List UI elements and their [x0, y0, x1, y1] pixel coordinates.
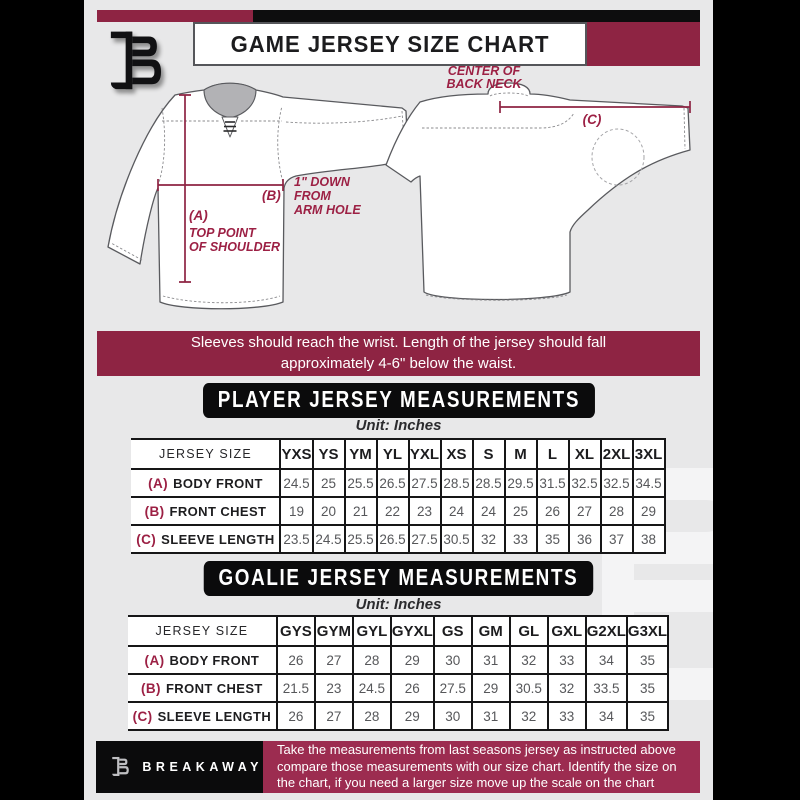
measurement-cell: 22 [377, 497, 409, 525]
measurement-cell: 28 [353, 702, 391, 730]
measure-label: BODY FRONT [169, 652, 260, 668]
measurement-cell: 21.5 [277, 674, 315, 702]
measurement-cell: 24 [441, 497, 473, 525]
measurement-cell: 33 [505, 525, 537, 553]
measurement-cell: 31.5 [537, 469, 569, 497]
measurement-cell: 24.5 [353, 674, 391, 702]
label-c: (C) [582, 112, 602, 127]
measurement-cell: 23 [409, 497, 441, 525]
instruction-banner [97, 331, 700, 376]
measurement-cell: 29 [391, 702, 434, 730]
goalie-section-heading: GOALIE JERSEY MEASUREMENTS [204, 561, 593, 596]
measurement-cell: 24 [473, 497, 505, 525]
size-column-header: GYS [277, 616, 315, 646]
measurement-cell: 27.5 [434, 674, 472, 702]
measurement-cell: 31 [472, 702, 510, 730]
player-unit-label: Unit: Inches [355, 417, 442, 434]
measure-label: FRONT CHEST [165, 680, 263, 696]
measurement-cell: 25.5 [345, 525, 377, 553]
label-armhole-2: FROM [294, 189, 331, 203]
measurement-cell: 29 [472, 674, 510, 702]
table-row [128, 674, 668, 702]
measurement-cell: 21 [345, 497, 377, 525]
measurement-cell: 29 [391, 646, 434, 674]
measurement-cell: 35 [627, 646, 668, 674]
measure-key: (B) [144, 503, 165, 519]
size-column-header: 3XL [633, 439, 665, 469]
instruction-banner-text: Sleeves should reach the wrist. Length of the jersey should fall approximately 4-6" below the waist. [190, 333, 607, 372]
measurement-cell: 35 [627, 674, 668, 702]
top-accent-black [253, 10, 700, 22]
measurement-cell: 24.5 [313, 525, 345, 553]
page-title-box [193, 22, 587, 66]
size-column-header: L [537, 439, 569, 469]
size-column-header: XS [441, 439, 473, 469]
goalie-unit-label: Unit: Inches [355, 596, 442, 613]
label-armhole-3: ARM HOLE [294, 203, 361, 217]
measure-label: BODY FRONT [173, 475, 263, 491]
measurement-cell: 34.5 [633, 469, 665, 497]
front-jersey-diagram [108, 83, 408, 309]
size-column-header: 2XL [601, 439, 633, 469]
size-column-header: S [473, 439, 505, 469]
measurement-cell: 32 [473, 525, 505, 553]
measurement-cell: 34 [586, 646, 627, 674]
measurement-cell: 28 [601, 497, 633, 525]
measurement-cell: 23.5 [280, 525, 312, 553]
size-column-header: M [505, 439, 537, 469]
size-column-header: G2XL [586, 616, 627, 646]
footer-instructions-box [263, 741, 700, 793]
table-row [131, 497, 664, 525]
row-label [128, 702, 277, 730]
table-row [128, 646, 668, 674]
label-top-point-2: OF SHOULDER [189, 240, 280, 254]
footer-instructions-text: Take the measurements from last seasons jersey as instructed above compare those measurements with our size chart. Identify the size on the chart, if you need a larger size move up the scale on the chart [277, 742, 677, 791]
measurement-cell: 37 [601, 525, 633, 553]
top-accent-maroon [97, 10, 253, 22]
size-column-header: YL [377, 439, 409, 469]
back-jersey-diagram [386, 83, 690, 300]
label-back-neck-1: CENTER OF [447, 64, 521, 78]
footer-brand-box [96, 741, 263, 793]
label-top-point-1: TOP POINT [189, 226, 256, 240]
measurement-cell: 31 [472, 646, 510, 674]
measure-key: (C) [136, 531, 157, 547]
measurement-cell: 26 [277, 646, 315, 674]
measurement-cell: 33 [548, 646, 586, 674]
page-title: GAME JERSEY SIZE CHART [230, 30, 550, 57]
measurement-cell: 29 [633, 497, 665, 525]
measurement-cell: 23 [315, 674, 353, 702]
label-armhole-1: 1" DOWN [294, 175, 350, 189]
table-row [131, 469, 664, 497]
row-label [128, 646, 277, 674]
jersey-size-header: JERSEY SIZE [128, 616, 277, 646]
measure-key: (B) [140, 680, 161, 696]
player-section-heading: PLAYER JERSEY MEASUREMENTS [203, 383, 595, 418]
row-label [128, 674, 277, 702]
measurement-cell: 25.5 [345, 469, 377, 497]
measurement-cell: 27.5 [409, 469, 441, 497]
measurement-cell: 33 [548, 702, 586, 730]
measurement-cell: 24.5 [280, 469, 312, 497]
size-column-header: YXS [280, 439, 312, 469]
measurement-cell: 32 [510, 702, 548, 730]
measure-key: (C) [132, 708, 153, 724]
measurement-cell: 30 [434, 646, 472, 674]
size-column-header: YS [313, 439, 345, 469]
table-row [128, 702, 668, 730]
measurement-cell: 20 [313, 497, 345, 525]
measurement-cell: 27.5 [409, 525, 441, 553]
top-accent-bar [97, 10, 700, 22]
label-b: (B) [262, 188, 281, 203]
size-chart-page [84, 0, 713, 800]
measurement-cell: 26 [277, 702, 315, 730]
measurement-cell: 28.5 [473, 469, 505, 497]
footer-breakaway-logo [109, 751, 133, 783]
row-label [131, 525, 280, 553]
size-column-header: GS [434, 616, 472, 646]
measurement-cell: 30.5 [510, 674, 548, 702]
measurement-cell: 35 [627, 702, 668, 730]
measurement-cell: 32 [510, 646, 548, 674]
measurement-cell: 29.5 [505, 469, 537, 497]
measurement-cell: 33.5 [586, 674, 627, 702]
measurement-cell: 26 [537, 497, 569, 525]
row-label [131, 469, 280, 497]
size-column-header: GXL [548, 616, 586, 646]
size-column-header: XL [569, 439, 601, 469]
size-column-header: GYL [353, 616, 391, 646]
measurement-cell: 34 [586, 702, 627, 730]
table-row [131, 525, 664, 553]
measurement-cell: 26.5 [377, 469, 409, 497]
measurement-cell: 27 [315, 646, 353, 674]
label-a: (A) [189, 208, 208, 223]
measurement-cell: 25 [505, 497, 537, 525]
size-column-header: GYM [315, 616, 353, 646]
size-column-header: GM [472, 616, 510, 646]
measure-key: (A) [144, 652, 165, 668]
measurement-cell: 27 [569, 497, 601, 525]
measurement-cell: 32.5 [569, 469, 601, 497]
row-label [131, 497, 280, 525]
measure-label: SLEEVE LENGTH [161, 531, 275, 547]
measure-key: (A) [148, 475, 169, 491]
jersey-diagrams [84, 64, 713, 336]
measure-label: SLEEVE LENGTH [157, 708, 272, 724]
measurement-cell: 26.5 [377, 525, 409, 553]
size-column-header: GL [510, 616, 548, 646]
goalie-measurements-table [128, 615, 669, 731]
footer-brand-name: BREAKAWAY [142, 760, 263, 774]
measurement-cell: 32.5 [601, 469, 633, 497]
measurement-cell: 35 [537, 525, 569, 553]
measurement-cell: 27 [315, 702, 353, 730]
measurement-cell: 36 [569, 525, 601, 553]
jersey-size-header: JERSEY SIZE [131, 439, 280, 469]
measurement-cell: 30.5 [441, 525, 473, 553]
label-back-neck-2: BACK NECK [446, 77, 522, 91]
measurement-cell: 26 [391, 674, 434, 702]
measurement-cell: 32 [548, 674, 586, 702]
measure-label: FRONT CHEST [169, 503, 267, 519]
player-measurements-table [131, 438, 665, 554]
title-maroon-block [587, 22, 700, 66]
size-column-header: YXL [409, 439, 441, 469]
size-column-header: G3XL [627, 616, 668, 646]
measurement-cell: 38 [633, 525, 665, 553]
measurement-cell: 30 [434, 702, 472, 730]
size-column-header: GYXL [391, 616, 434, 646]
measurement-cell: 25 [313, 469, 345, 497]
measurement-cell: 28 [353, 646, 391, 674]
measurement-cell: 28.5 [441, 469, 473, 497]
measurement-cell: 19 [280, 497, 312, 525]
size-column-header: YM [345, 439, 377, 469]
